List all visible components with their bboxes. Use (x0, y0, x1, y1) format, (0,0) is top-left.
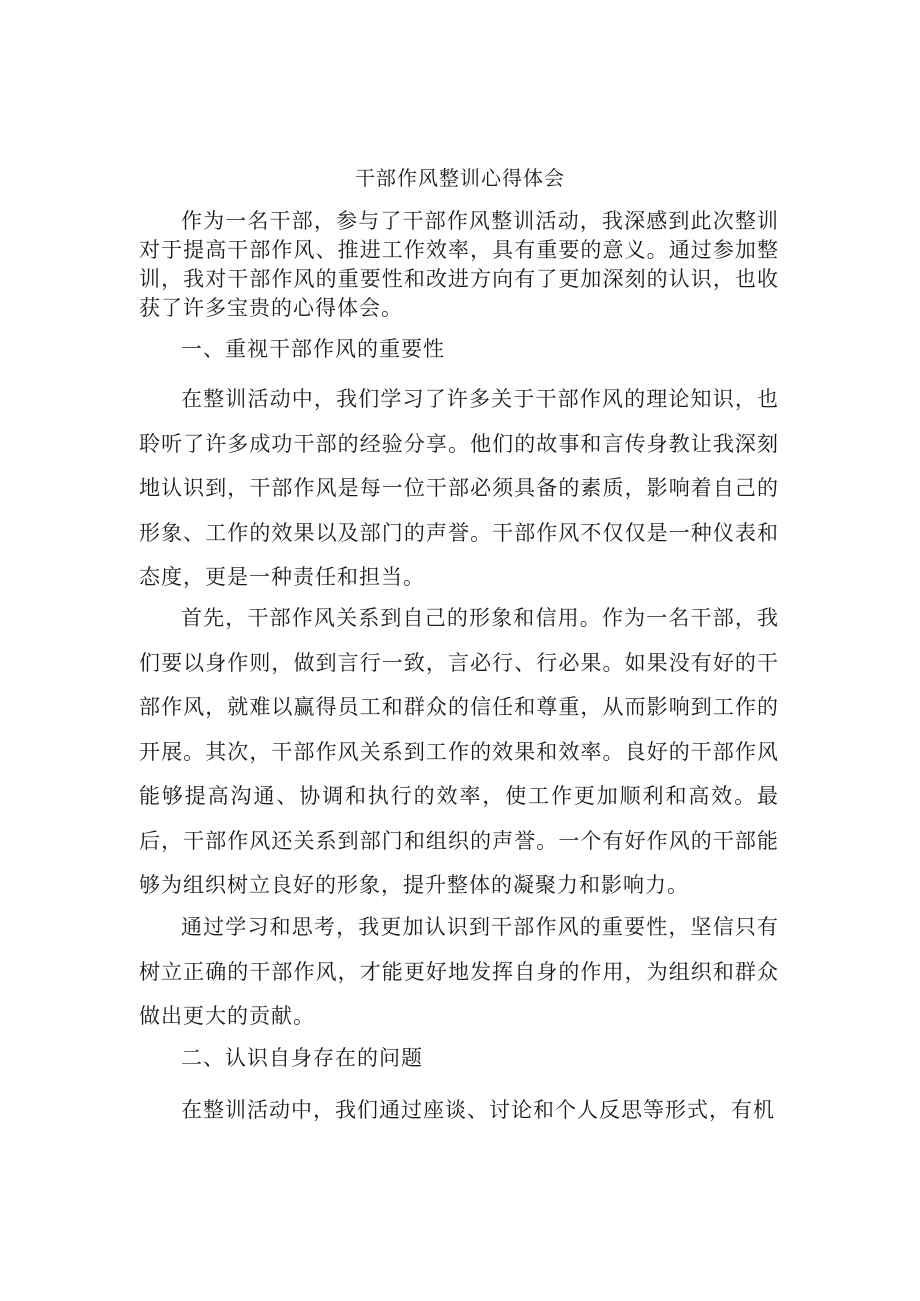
section-1-heading: 一、重视干部作风的重要性 (181, 337, 445, 361)
section-1-paragraph-2: 首先，干部作风关系到自己的形象和信用。作为一名干部，我们要以身作则，做到言行一致，言必行、行必果。如果没有好的干部作风，就难以赢得员工和群众的信任和尊重，从而影响到工作的开展。其次，干部作风关系到工作的效果和效率。良好的干部作风能够提高沟通、协调和执行的效率，使工作更加顺利和高效。最后，干部作风还关系到部门和组织的声誉。一个有好作风的干部能够为组织树立良好的形象，提升整体的凝聚力和影响力。 (139, 606, 779, 897)
section-1-paragraph-1: 在整训活动中，我们学习了许多关于干部作风的理论知识，也聆听了许多成功干部的经验分享。他们的故事和言传身教让我深刻地认识到，干部作风是每一位干部必须具备的素质，影响着自己的形象、工作的效果以及部门的声誉。干部作风不仅仅是一种仪表和态度，更是一种责任和担当。 (139, 387, 779, 589)
document-title: 干部作风整训心得体会 (355, 166, 565, 190)
intro-paragraph: 作为一名干部，参与了干部作风整训活动，我深感到此次整训对于提高干部作风、推进工作效率，具有重要的意义。通过参加整训，我对干部作风的重要性和改进方向有了更加深刻的认识，也收获了许多宝贵的心得体会。 (139, 209, 779, 320)
section-1-paragraph-3: 通过学习和思考，我更加认识到干部作风的重要性，坚信只有树立正确的干部作风，才能更好地发挥自身的作用，为组织和群众做出更大的贡献。 (139, 915, 779, 1028)
section-2-paragraph-1: 在整训活动中，我们通过座谈、讨论和个人反思等形式，有机 (181, 1098, 775, 1122)
section-2-heading: 二、认识自身存在的问题 (181, 1046, 423, 1070)
